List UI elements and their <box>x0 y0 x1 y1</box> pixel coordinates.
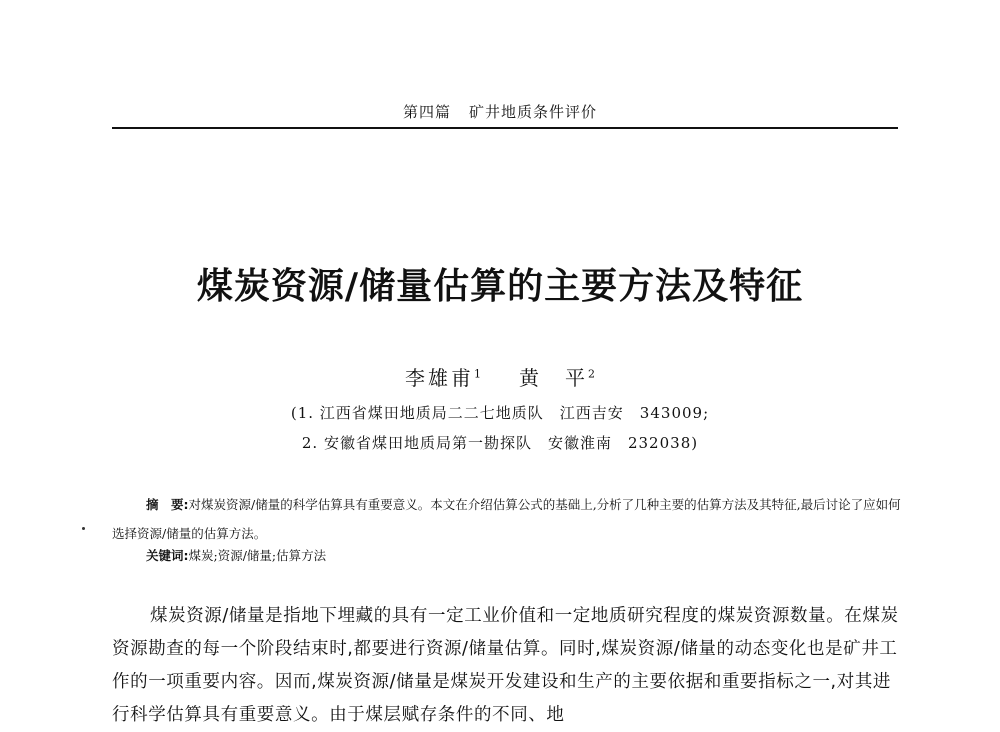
abstract <box>112 490 902 548</box>
article-title: 煤炭资源/储量估算的主要方法及特征 <box>196 266 804 307</box>
abstract-text: 对煤炭资源/储量的科学估算具有重要意义。本文在介绍估算公式的基础上,分析了几种主要的估算方法及其特征,最后讨论了应如何选择资源/储量的估算方法。 <box>112 497 901 541</box>
body-paragraph: 煤炭资源/储量是指地下埋藏的具有一定工业价值和一定地质研究程度的煤炭资源数量。在煤炭资源勘查的每一个阶段结束时,都要进行资源/储量估算。同时,煤炭资源/储量的动态变化也是矿井工作的一项重要内容。因而,煤炭资源/储量是煤炭开发建设和生产的主要依据和重要指标之一,对其进行科学估算具有重要意义。由于煤层赋存条件的不同、地 <box>112 606 899 725</box>
running-header <box>0 101 1000 122</box>
keywords-text: 煤炭;资源/储量;估算方法 <box>188 548 327 563</box>
header-rule <box>112 127 898 129</box>
author-2: 黄 平 <box>519 366 588 390</box>
section-label: 矿井地质条件评价 <box>469 103 598 121</box>
chapter-label: 第四篇 <box>402 103 451 121</box>
author-2-affiliation-mark: 2 <box>588 367 595 381</box>
affiliation-2: 2. 安徽省煤田地质局第一勘探队 安徽淮南 232038) <box>301 434 699 452</box>
keywords <box>146 546 326 564</box>
abstract-label: 摘 要: <box>146 497 189 512</box>
scan-speck <box>82 527 85 530</box>
author-1: 李雄甫 <box>405 366 474 390</box>
keywords-label: 关键词: <box>146 548 189 563</box>
author-line <box>0 362 1000 391</box>
author-1-affiliation-mark: 1 <box>474 367 481 381</box>
body-text <box>112 600 902 732</box>
affiliation-1: (1. 江西省煤田地质局二二七地质队 江西吉安 343009; <box>290 404 710 422</box>
